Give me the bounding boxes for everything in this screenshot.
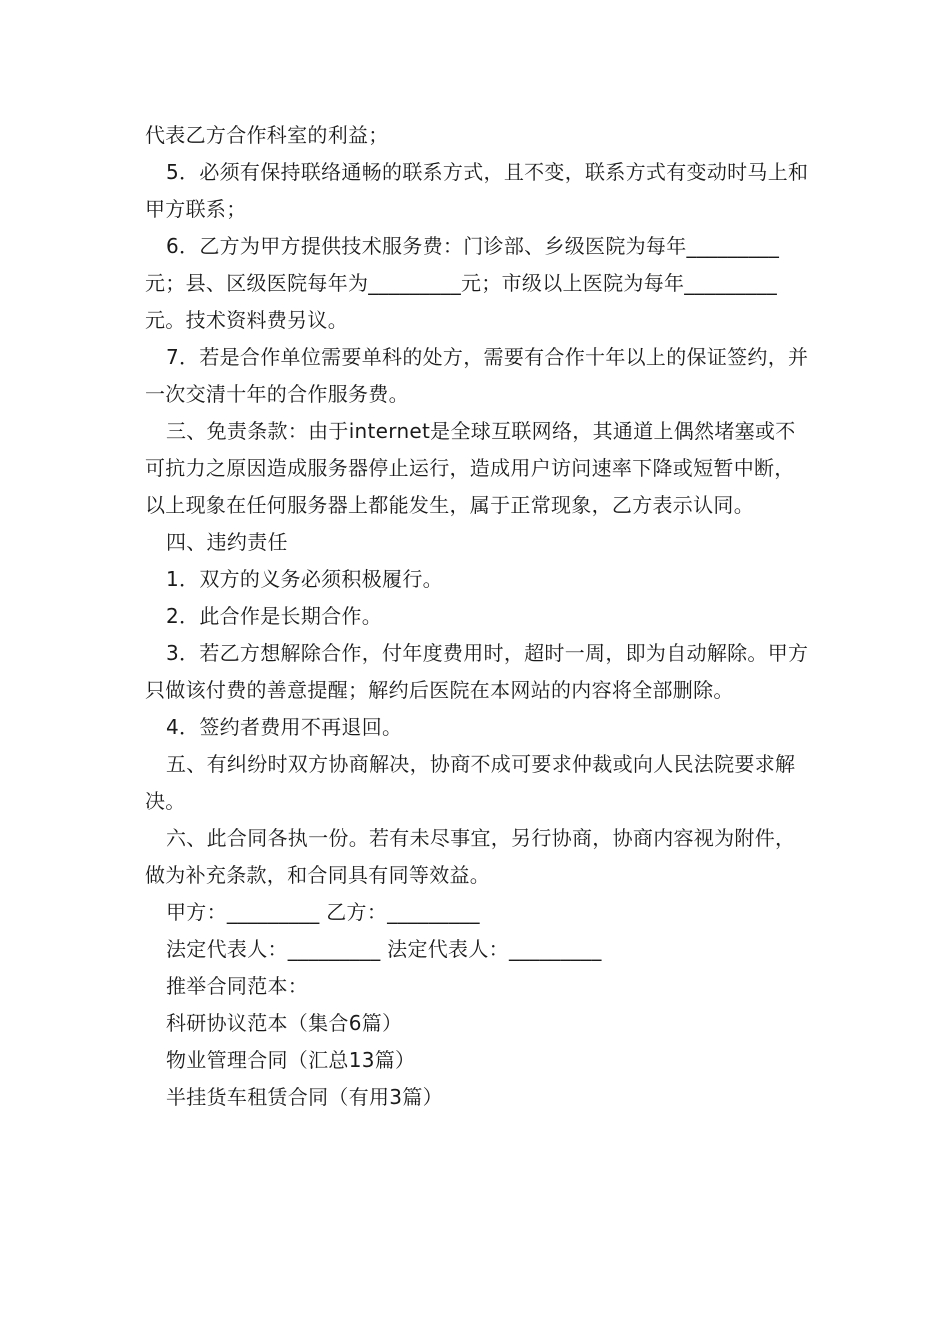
clause-5: 5．必须有保持联络通畅的联系方式，且不变，联系方式有变动时马上和甲方联系；: [145, 160, 809, 221]
signature-parties: 甲方：_________ 乙方：_________: [166, 900, 480, 924]
clause-7: 7．若是合作单位需要单科的处方，需要有合作十年以上的保证签约，并一次交清十年的合作服务费。: [145, 345, 809, 406]
breach-item-4: 4．签约者费用不再退回。: [166, 715, 403, 739]
section-disclaimer: 三、免责条款：由于internet是全球互联网络，其通道上偶然堵塞或不可抗力之原因造成服务器停止运行，造成用户访问速率下降或短暂中断，以上现象在任何服务器上都能发生，属于正常现象，乙方表示认同。: [145, 419, 796, 517]
recommended-link-3[interactable]: 半挂货车租赁合同（有用3篇）: [166, 1085, 443, 1109]
breach-item-2: 2．此合作是长期合作。: [166, 604, 383, 628]
section-breach-heading: 四、违约责任: [166, 530, 288, 554]
recommended-link-2[interactable]: 物业管理合同（汇总13篇）: [166, 1048, 416, 1072]
section-dispute: 五、有纠纷时双方协商解决，协商不成可要求仲裁或向人民法院要求解决。: [145, 752, 796, 813]
breach-item-1: 1．双方的义务必须积极履行。: [166, 567, 443, 591]
document-body: [145, 117, 810, 1116]
paragraph-continuation: 代表乙方合作科室的利益；: [145, 123, 389, 147]
recommended-link-1[interactable]: 科研协议范本（集合6篇）: [166, 1011, 403, 1035]
breach-item-3: 3．若乙方想解除合作，付年度费用时，超时一周，即为自动解除。甲方只做该付费的善意提醒；解约后医院在本网站的内容将全部删除。: [145, 641, 809, 702]
section-copies: 六、此合同各执一份。若有未尽事宜，另行协商，协商内容视为附件，做为补充条款，和合同具有同等效益。: [145, 826, 796, 887]
clause-6-fees: 6．乙方为甲方提供技术服务费：门诊部、乡级医院为每年_________元；县、区级医院每年为_________元；市级以上医院为每年_________元。技术资料费另议。: [145, 234, 780, 332]
signature-representatives: 法定代表人：_________ 法定代表人：_________: [166, 937, 602, 961]
recommended-heading: 推举合同范本：: [166, 974, 309, 998]
